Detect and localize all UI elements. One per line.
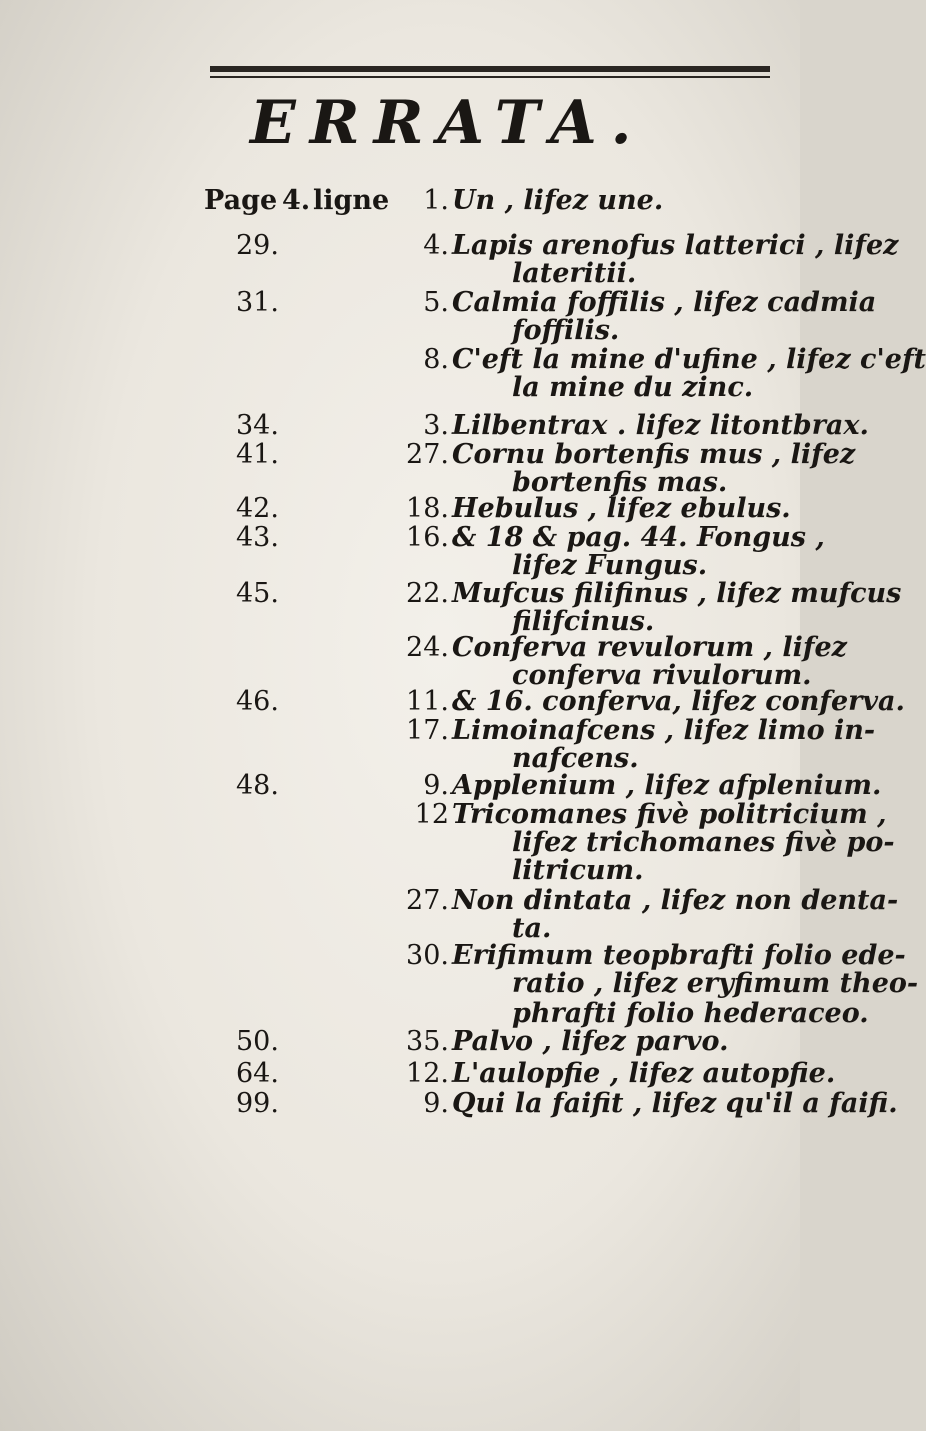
line-number: 16.: [406, 522, 449, 553]
line-number: 12: [414, 799, 449, 830]
errata-continuation: litricum.: [512, 855, 644, 886]
errata-text: Applenium , lifez afplenium.: [452, 770, 882, 801]
top-rule-thin: [210, 76, 770, 78]
errata-text: Hebulus , lifez ebulus.: [452, 493, 791, 524]
page-number: 45.: [236, 578, 279, 609]
errata-text: L'aulopfie , lifez autopfie.: [452, 1058, 836, 1089]
line-number: 1.: [423, 185, 449, 216]
errata-continuation: lifez trichomanes fivè po-: [512, 827, 895, 858]
line-number: 12.: [406, 1058, 449, 1089]
errata-text: Limoinafcens , lifez limo in-: [452, 715, 876, 746]
errata-text: & 16. conferva, lifez conferva.: [452, 686, 905, 717]
line-number: 22.: [406, 578, 449, 609]
page-title: ERRATA.: [250, 88, 646, 158]
errata-continuation: la mine du zinc.: [512, 372, 754, 403]
errata-text: Palvo , lifez parvo.: [452, 1026, 729, 1057]
line-number: 30.: [406, 940, 449, 971]
page-number: 29.: [236, 230, 279, 261]
column-header-page-number: 4.: [282, 185, 311, 216]
errata-continuation: ta.: [512, 913, 552, 944]
line-number: 9.: [423, 770, 449, 801]
errata-continuation: lateritii.: [512, 258, 637, 289]
errata-text: Lilbentrax . lifez litontbrax.: [452, 410, 869, 441]
line-number: 8.: [423, 344, 449, 375]
errata-continuation: filifcinus.: [512, 606, 655, 637]
errata-text: Un , lifez une.: [452, 185, 664, 216]
page-number: 31.: [236, 287, 279, 318]
errata-continuation: lifez Fungus.: [512, 550, 708, 581]
line-number: 5.: [423, 287, 449, 318]
line-number: 27.: [406, 439, 449, 470]
line-number: 3.: [423, 410, 449, 441]
page-number: 48.: [236, 770, 279, 801]
errata-text: Erifimum teopbrafti folio ede-: [452, 940, 906, 971]
page-number: 50.: [236, 1026, 279, 1057]
line-number: 17.: [406, 715, 449, 746]
page-number: 46.: [236, 686, 279, 717]
errata-continuation: nafcens.: [512, 743, 639, 774]
line-number: 4.: [423, 230, 449, 261]
line-number: 27.: [406, 885, 449, 916]
line-number: 18.: [406, 493, 449, 524]
errata-text: Tricomanes fivè politricium ,: [452, 799, 887, 830]
line-number: 35.: [406, 1026, 449, 1057]
errata-text: Conferva revulorum , lifez: [452, 632, 847, 663]
errata-continuation: phrafti folio hederaceo.: [512, 998, 869, 1029]
top-rule-thick: [210, 66, 770, 72]
page-number: 34.: [236, 410, 279, 441]
errata-text: Cornu bortenfis mus , lifez: [452, 439, 856, 470]
page-number: 99.: [236, 1088, 279, 1119]
errata-continuation: ratio , lifez eryfimum theo-: [512, 968, 919, 999]
line-number: 11.: [406, 686, 449, 717]
errata-text: Calmia foffilis , lifez cadmia: [452, 287, 877, 318]
errata-continuation: foffilis.: [512, 315, 620, 346]
errata-continuation: conferva rivulorum.: [512, 660, 812, 691]
page-number: 64.: [236, 1058, 279, 1089]
errata-text: Qui la faifit , lifez qu'il a faifi.: [452, 1088, 898, 1119]
page-number: 43.: [236, 522, 279, 553]
errata-text: Lapis arenofus latterici , lifez: [452, 230, 899, 261]
column-header-line: ligne: [313, 185, 390, 216]
line-number: 24.: [406, 632, 449, 663]
errata-continuation: bortenfis mas.: [512, 467, 728, 498]
column-header-page: Page: [204, 185, 278, 216]
errata-text: & 18 & pag. 44. Fongus ,: [452, 522, 825, 553]
page-number: 42.: [236, 493, 279, 524]
errata-text: Non dintata , lifez non denta-: [452, 885, 899, 916]
errata-text: Mufcus filifinus , lifez mufcus: [452, 578, 902, 609]
errata-text: C'eft la mine d'ufine , lifez c'eft: [452, 344, 926, 375]
line-number: 9.: [423, 1088, 449, 1119]
page-number: 41.: [236, 439, 279, 470]
